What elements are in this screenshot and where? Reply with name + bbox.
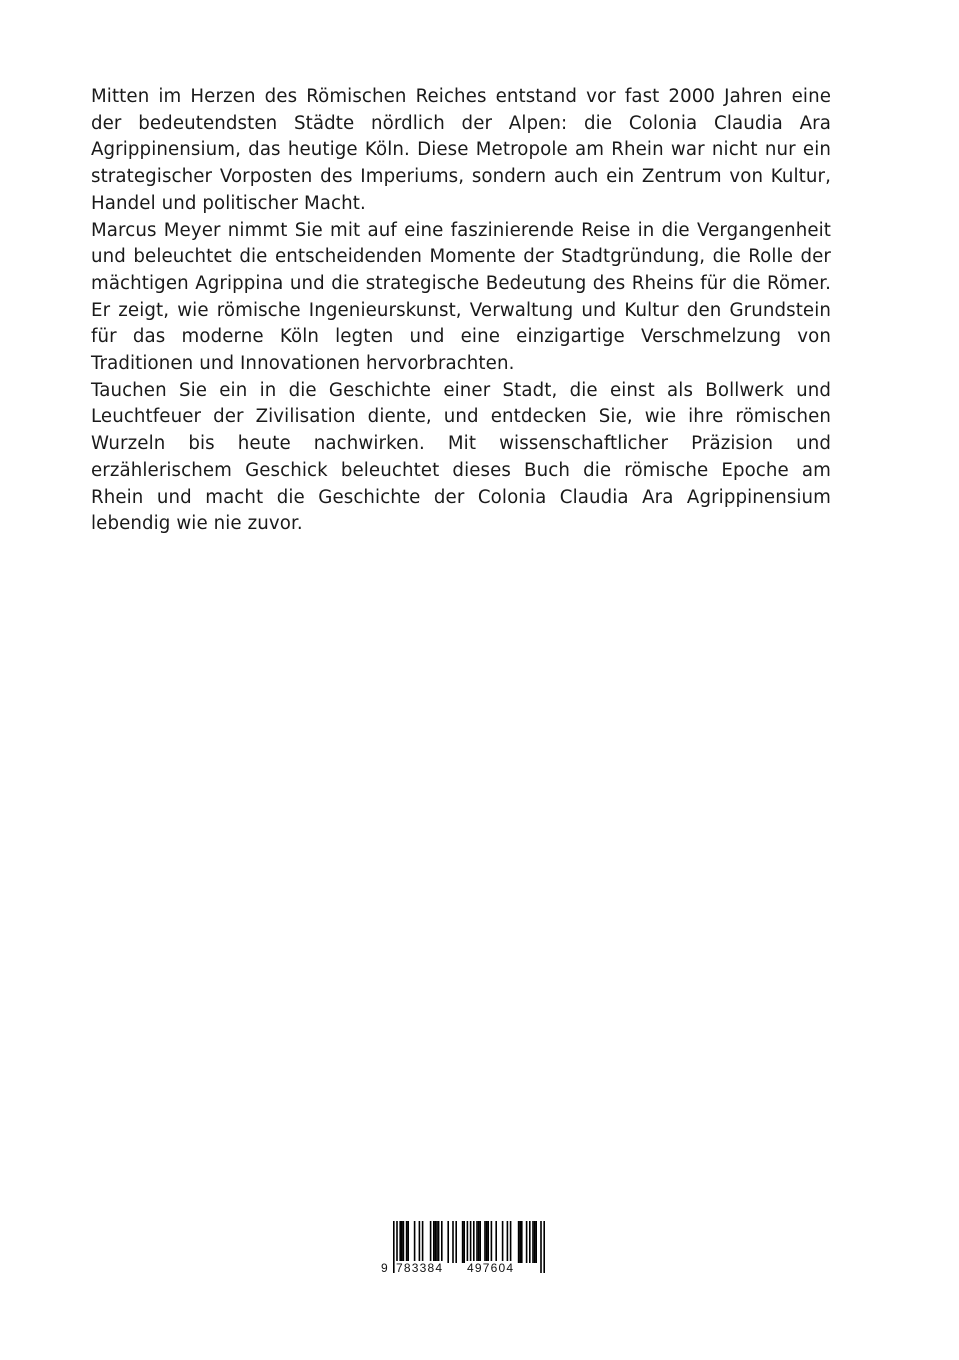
- barcode-bar: [403, 1221, 405, 1263]
- barcode-bar: [491, 1221, 493, 1263]
- blurb-paragraph-2: Marcus Meyer nimmt Sie mit auf eine faszinierende Reise in die Vergangenheit und beleuchtet die entscheidenden Momente der Stadtgründung, die Rolle der mächtigen Agrippina und die strategische Bedeutung des Rheins für die Römer. Er zeigt, wie römische Ingenieurskunst, Verwaltung und Kultur den Grundstein für das moderne Köln legten und eine einzigartige Verschmelzung von Traditionen und Innovationen hervorbrachten.: [91, 219, 831, 375]
- barcode-bar: [406, 1221, 408, 1263]
- barcode-bar: [401, 1221, 403, 1263]
- barcode-lead-digit: 9: [381, 1261, 388, 1275]
- isbn-barcode: [380, 1221, 558, 1277]
- barcode-bar: [435, 1221, 437, 1263]
- barcode-right-group: 497604: [467, 1261, 515, 1275]
- barcode-bar: [463, 1221, 465, 1263]
- barcode-bar: [484, 1221, 486, 1263]
- barcode-bar: [419, 1221, 421, 1263]
- barcode-bar: [473, 1221, 475, 1263]
- barcode-bar: [518, 1221, 520, 1263]
- barcode-digits: [380, 1261, 558, 1277]
- barcode-bar: [495, 1221, 497, 1263]
- barcode-bar: [526, 1221, 528, 1263]
- blurb-paragraph-1: Mitten im Herzen des Römischen Reiches entstand vor fast 2000 Jahren eine der bedeutendsten Städte nördlich der Alpen: die Colonia Claudia Ara Agrippinensium, das heutige Köln. Diese Metropole am Rhein war nicht nur ein strategischer Vorposten des Imperiums, sondern auch ein Zentrum von Kultur, Handel und politischer Macht.: [91, 86, 831, 214]
- barcode-bar: [447, 1221, 449, 1263]
- barcode-bar: [521, 1221, 523, 1263]
- barcode-bar: [479, 1221, 481, 1263]
- barcode-bar: [407, 1221, 409, 1263]
- barcode-bar: [438, 1221, 440, 1263]
- blurb-paragraph-3: Tauchen Sie ein in die Geschichte einer Stadt, die einst als Bollwerk und Leuchtfeuer der Zivilisation diente, und entdecken Sie, wie ihre römischen Wurzeln bis heute nachwirken. Mit wissenschaftlicher Präzision und erzählerischem Geschick beleuchtet dieses Buch die römische Epoche am Rhein und macht die Geschichte der Colonia Claudia Ara Agrippinensium lebendig wie nie zuvor.: [91, 379, 831, 535]
- barcode-bar: [430, 1221, 432, 1263]
- barcode-bar: [441, 1221, 443, 1263]
- barcode-bar: [478, 1221, 480, 1263]
- barcode-left-group: 783384: [396, 1261, 444, 1275]
- barcode-bar: [510, 1221, 512, 1263]
- barcode-bar: [534, 1221, 536, 1263]
- barcode-bar: [487, 1221, 489, 1263]
- barcode-bar: [535, 1221, 537, 1263]
- barcode-bar: [519, 1221, 521, 1263]
- barcode-bar: [422, 1221, 424, 1263]
- barcode-bar: [502, 1221, 504, 1263]
- barcode-bar: [507, 1221, 509, 1263]
- barcode-bar: [399, 1221, 401, 1263]
- barcode-bar: [532, 1221, 534, 1263]
- barcode-bar: [436, 1221, 438, 1263]
- back-cover-blurb: [91, 84, 831, 538]
- barcode-bar: [433, 1221, 435, 1263]
- barcode-bar: [414, 1221, 416, 1263]
- barcode-bar: [529, 1221, 531, 1263]
- barcode-bar: [455, 1221, 457, 1263]
- barcode-bar: [486, 1221, 488, 1263]
- barcode-bar: [452, 1221, 454, 1263]
- barcode-bar: [476, 1221, 478, 1263]
- barcode-bar: [462, 1221, 464, 1263]
